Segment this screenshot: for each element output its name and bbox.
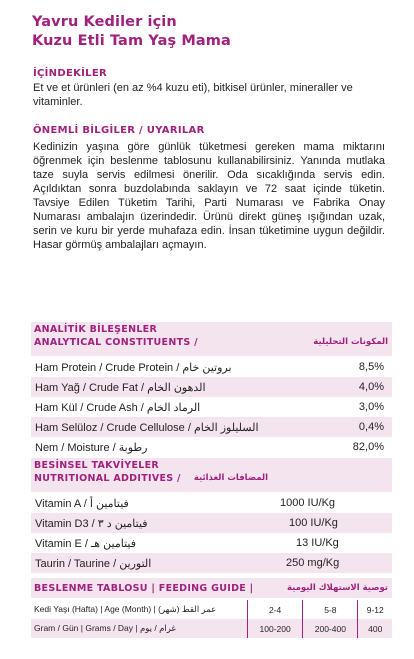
- ingredients-heading: İÇİNDEKİLER: [33, 68, 107, 79]
- warnings-heading: ÖNEMLİ BİLGİLER / UYARILAR: [33, 125, 205, 136]
- table-row: [31, 377, 392, 397]
- additive-value: 250 mg/Kg: [286, 557, 340, 569]
- table-row: [31, 619, 392, 638]
- constituent-value: 82,0%: [352, 441, 384, 453]
- analytical-heading-tr: ANALİTİK BİLEŞENLER: [34, 324, 158, 335]
- table-row: [31, 533, 392, 553]
- constituent-label: Ham Protein / Crude Protein / بروتين خام: [35, 361, 232, 374]
- additive-label: Vitamin A / فيتامين أ: [35, 497, 129, 510]
- age-label: Kedi Yaşı (Hafta) | Age (Month) | عمر القط (شهر): [34, 604, 217, 614]
- constituent-label: Nem / Moisture / رطوبة: [35, 441, 148, 454]
- table-row: [31, 397, 392, 417]
- constituent-value: 3,0%: [358, 401, 384, 413]
- table-row: [31, 493, 392, 513]
- feeding-heading-ar: توصية الاستهلاك اليومية: [287, 583, 388, 593]
- product-title-line-1: Yavru Kediler için: [32, 14, 177, 30]
- age-cell: 9-12: [358, 600, 392, 619]
- feeding-heading-row: [34, 583, 388, 594]
- gram-cell: 100-200: [248, 619, 303, 638]
- analytical-heading-ar: المكونات التحليلية: [313, 337, 388, 347]
- table-row: [31, 600, 392, 619]
- gram-cell: 400: [358, 619, 392, 638]
- analytical-heading-en-row: [34, 337, 388, 348]
- nutritional-heading-en: NUTRITIONAL ADDITIVES /: [34, 473, 181, 484]
- constituent-label: Ham Selüloz / Crude Cellulose / السليلوز الخام: [35, 421, 259, 434]
- constituent-value: 0,4%: [358, 421, 384, 433]
- product-title-line-2: Kuzu Etli Tam Yaş Mama: [32, 33, 231, 49]
- gram-cell: 200-400: [303, 619, 358, 638]
- age-cell: 5-8: [303, 600, 358, 619]
- table-row: [31, 513, 392, 533]
- nutritional-heading-en-row: [34, 473, 388, 484]
- table-row: [31, 437, 392, 457]
- nutritional-heading-tr: BESİNSEL TAKVİYELER: [34, 460, 160, 471]
- nutritional-heading-ar: المضافات الغذائية: [193, 473, 268, 483]
- product-title: [32, 13, 231, 51]
- constituent-label: Ham Yağ / Crude Fat / الدهون الخام: [35, 381, 206, 394]
- additive-label: Taurin / Taurine / التورين: [35, 557, 152, 570]
- feeding-table: [31, 600, 392, 638]
- additive-value: 100 IU/Kg: [289, 517, 338, 529]
- table-row: [31, 417, 392, 437]
- gram-label: Gram / Gün | Grams / Day | غرام / يوم: [31, 619, 248, 638]
- table-row: [31, 357, 392, 377]
- additive-value: 1000 IU/Kg: [280, 497, 336, 509]
- ingredients-text: Et ve et ürünleri (en az %4 kuzu eti), bitkisel ürünler, mineraller ve vitaminler.: [33, 82, 353, 108]
- constituent-value: 4,0%: [358, 381, 384, 393]
- age-cell: 2-4: [248, 600, 303, 619]
- feeding-heading: BESLENME TABLOSU | FEEDING GUIDE |: [34, 583, 254, 594]
- constituent-label: Ham Kül / Crude Ash / الرماد الخام: [35, 401, 201, 414]
- table-row: [31, 553, 392, 573]
- additive-label: Vitamin D3 / فيتامين د ٣: [35, 517, 148, 530]
- warnings-text: Kedinizin yaşına göre günlük tüketmesi gereken mama miktarını öğrenmek için beslenme tablosunu kullanabilirsiniz. Yanında mutlaka taze suyla servis edilmesi önerilir. Oda sıcaklığında servis edin. Açıldıktan sonra buzdolabında saklayın ve 72 saat içinde tüketin. Tavsiye Edilen Tüketim Tarihi, Parti Numarası ve Fabrika Onay Numarası ambalajın üzerindedir. Ürünü direkt güneş ışığından uzak, serin ve kuru bir yerde muhafaza edin. İnsan tüketimine uygun değildir. Hasar görmüş ambalajları açmayın.: [33, 141, 385, 251]
- additive-label: Vitamin E / فيتامين هـ: [35, 537, 136, 550]
- constituent-value: 8,5%: [358, 361, 384, 373]
- analytical-heading-en: ANALYTICAL CONSTITUENTS /: [34, 337, 198, 348]
- additive-value: 13 IU/Kg: [296, 537, 339, 549]
